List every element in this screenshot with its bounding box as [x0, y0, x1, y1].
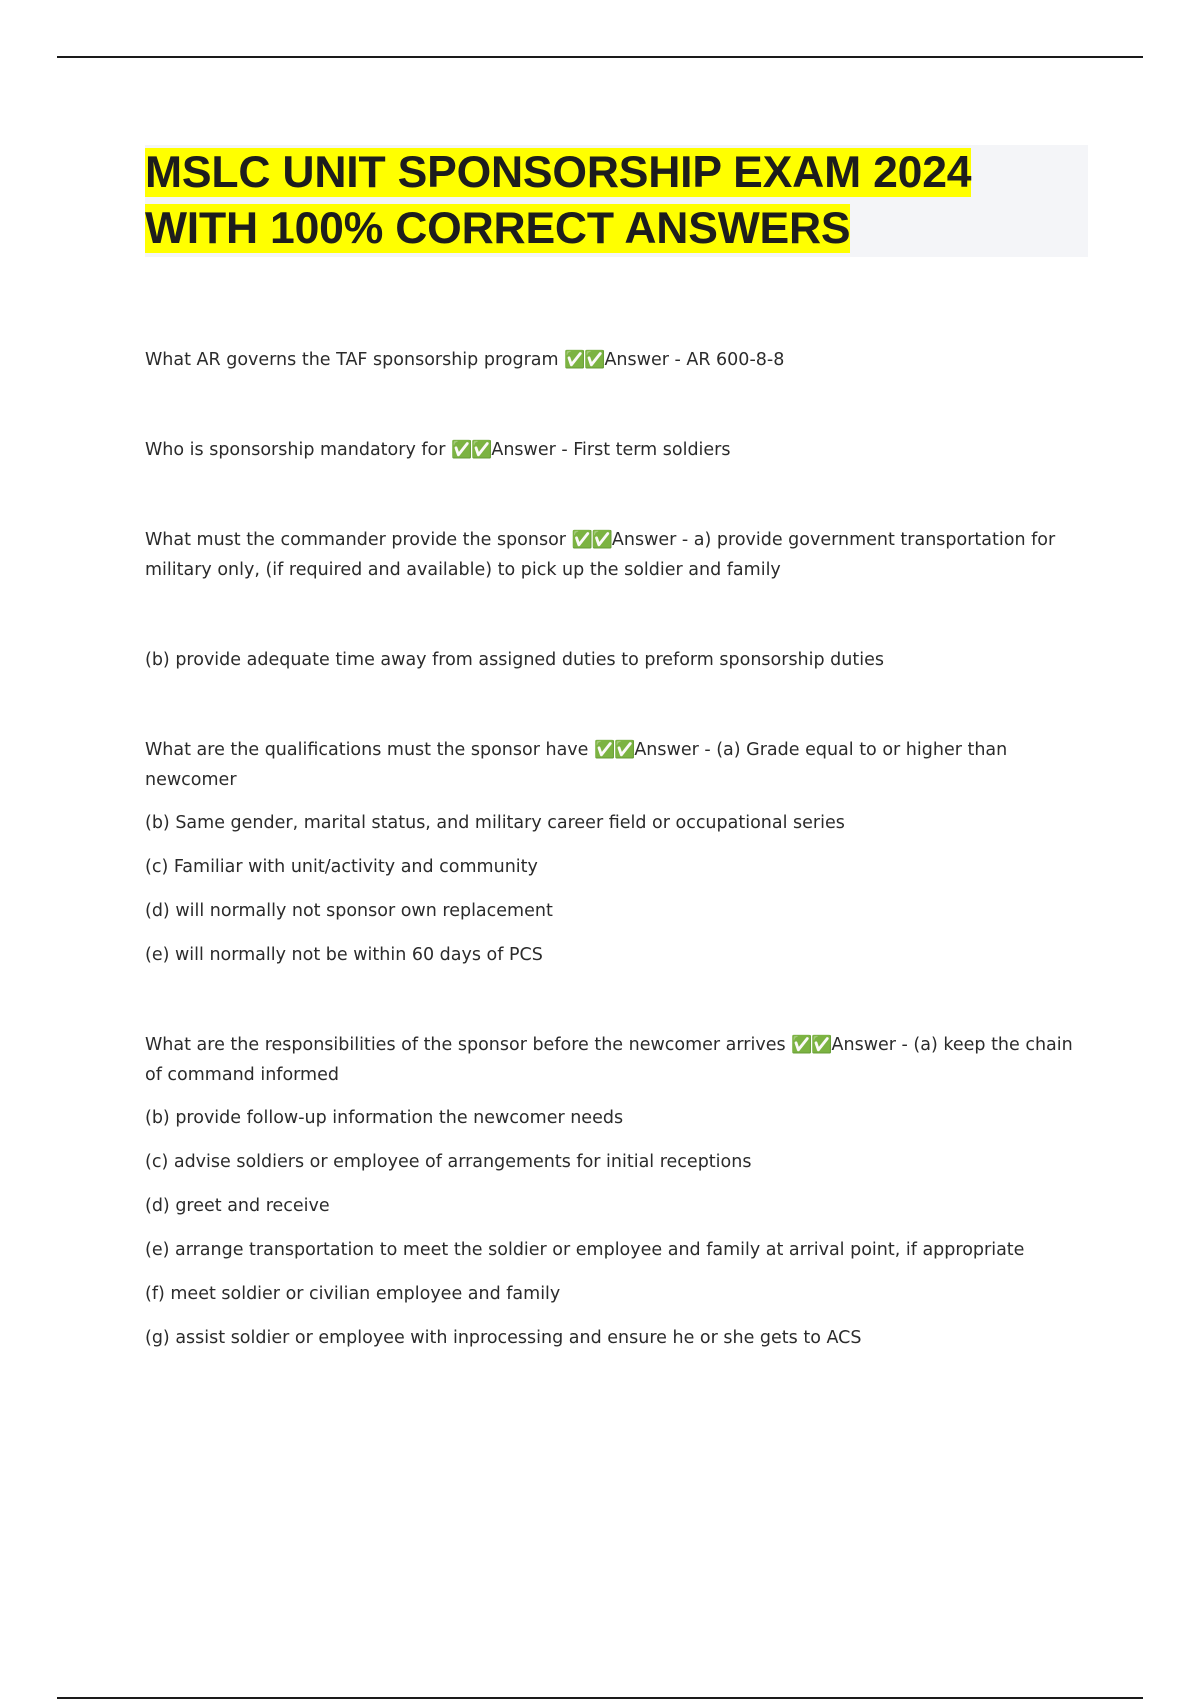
page-title: [145, 145, 1088, 257]
qa-item-3: [145, 525, 1090, 585]
check-icon: ✅✅: [571, 530, 612, 550]
question-text: What are the responsibilities of the sponsor before the newcomer arrives: [145, 1035, 792, 1055]
title-box: [145, 145, 1088, 257]
title-line-1: MSLC UNIT SPONSORSHIP EXAM 2024: [145, 148, 972, 197]
qa-item-4: [145, 735, 1090, 795]
title-line-2: WITH 100% CORRECT ANSWERS: [145, 204, 851, 253]
bottom-rule: [57, 1697, 1143, 1699]
question-text: What AR governs the TAF sponsorship program: [145, 350, 565, 370]
answer-sub-item: (d) will normally not sponsor own replacement: [145, 901, 553, 921]
answer-text: Answer - a) provide government transportation for military only, (if required and available) to pick up the soldier and family: [145, 530, 1056, 580]
question-text: What must the commander provide the sponsor: [145, 530, 572, 550]
qa-item-5: [145, 1030, 1090, 1090]
top-rule: [57, 56, 1143, 58]
qa-content: [145, 345, 1090, 1353]
answer-sub-item: (b) Same gender, marital status, and military career field or occupational series: [145, 813, 845, 833]
answer-sub-item: (g) assist soldier or employee with inprocessing and ensure he or she gets to ACS: [145, 1328, 862, 1348]
check-icon: ✅✅: [791, 1035, 832, 1055]
check-icon: ✅✅: [593, 740, 635, 760]
answer-text: Answer - First term soldiers: [491, 440, 731, 460]
answer-sub-item: (c) advise soldiers or employee of arrangements for initial receptions: [145, 1152, 752, 1172]
answer-sub-item: (c) Familiar with unit/activity and community: [145, 857, 538, 877]
answer-text: Answer - (a) keep the chain of command informed: [145, 1035, 1073, 1085]
answer-sub-item: (b) provide adequate time away from assigned duties to preform sponsorship duties: [145, 650, 884, 670]
check-icon: ✅✅: [451, 440, 492, 460]
qa-item-1: [145, 345, 1090, 375]
answer-text: Answer - (a) Grade equal to or higher than newcomer: [145, 740, 1008, 790]
question-text: What are the qualifications must the sponsor have: [145, 740, 594, 760]
qa-item-2: [145, 435, 1090, 465]
answer-sub-item: (f) meet soldier or civilian employee and family: [145, 1284, 561, 1304]
answer-sub-item: (e) arrange transportation to meet the soldier or employee and family at arrival point, if appropriate: [145, 1240, 1025, 1260]
answer-sub-item: (b) provide follow-up information the newcomer needs: [145, 1108, 624, 1128]
check-icon: ✅✅: [564, 350, 605, 370]
answer-sub-item: (d) greet and receive: [145, 1196, 330, 1216]
answer-text: Answer - AR 600-8-8: [604, 350, 785, 370]
answer-sub-item: (e) will normally not be within 60 days of PCS: [145, 945, 543, 965]
question-text: Who is sponsorship mandatory for: [145, 440, 451, 460]
